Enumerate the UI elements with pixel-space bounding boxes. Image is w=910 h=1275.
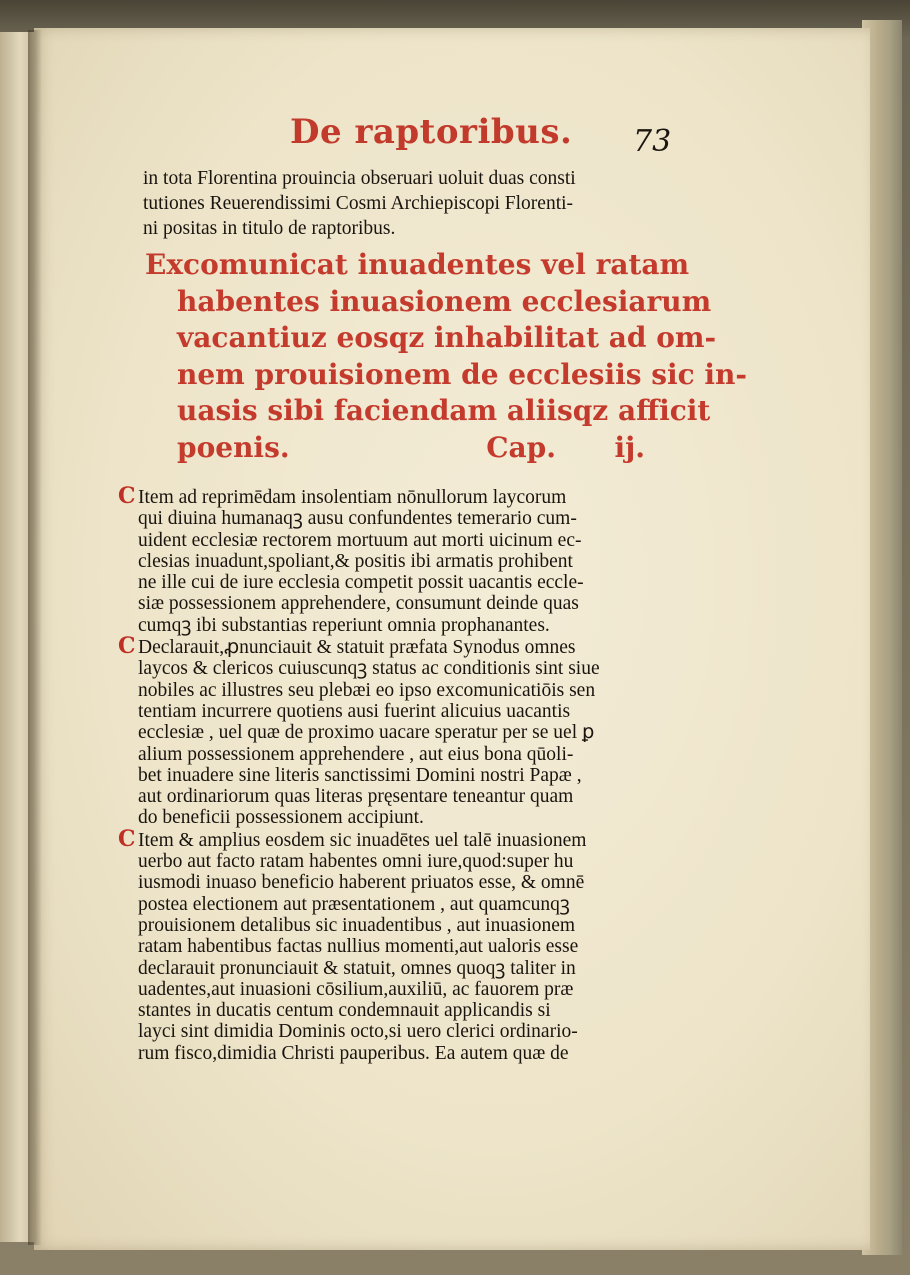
text-line: uadentes,aut inuasioni cōsilium,auxiliū, ac fauorem præ bbox=[138, 978, 574, 1000]
chapter-word: Cap. bbox=[486, 430, 556, 464]
text-line: ecclesiæ , uel quæ de proximo uacare speratur per se uel ꝑ bbox=[138, 722, 595, 744]
rubric-line: vacantiuz eosqz inhabilitat ad om- bbox=[177, 321, 717, 354]
pilcrow-mark: C bbox=[118, 825, 136, 852]
text-line: siæ possessionem apprehendere, consumunt deinde quas bbox=[138, 593, 579, 615]
intro-line: tutiones Reuerendissimi Cosmi Archiepiscopi Florenti- bbox=[143, 193, 574, 214]
text-line: alium possessionem apprehendere , aut eius bona qūoli- bbox=[138, 743, 574, 765]
body-text bbox=[118, 483, 600, 1064]
paragraph bbox=[118, 633, 600, 829]
page-number: 73 bbox=[633, 124, 672, 159]
text-line: qui diuina humanaqꝫ ausu confundentes temerario cum- bbox=[138, 508, 577, 530]
text-line: bet inuadere sine literis sanctissimi Domini nostri Papæ , bbox=[138, 764, 582, 786]
paragraph bbox=[118, 483, 600, 636]
text-line: layci sint dimidia Dominis octo,si uero clerici ordinario- bbox=[138, 1021, 578, 1043]
intro-text bbox=[143, 166, 576, 241]
running-head: De raptoribus. bbox=[290, 112, 573, 152]
text-line: tentiam incurrere quotiens ausi fuerint alicuius uacantis bbox=[138, 700, 571, 722]
binding-gutter bbox=[28, 30, 42, 1245]
text-line: clesias inuadunt,spoliant,& positis ibi armatis prohibent bbox=[138, 550, 573, 572]
text-line: rum fisco,dimidia Christi pauperibus. Ea autem quæ de bbox=[138, 1042, 569, 1064]
text-line: do beneficii possessionem accipiunt. bbox=[138, 807, 424, 829]
paragraph-first-line: C Declarauit,ꝓnunciauit & statuit præfata Synodus omnes bbox=[118, 633, 576, 660]
text-line: prouisionem detalibus sic inuadentibus , aut inuasionem bbox=[138, 914, 576, 936]
text-line: aut ordinariorum quas literas pręsentare teneantur quam bbox=[138, 786, 574, 808]
rubric-chapter-row bbox=[145, 430, 645, 467]
text-line: uident ecclesiæ rectorem mortuum aut morti uicinum ec- bbox=[138, 529, 582, 551]
chapter-number: ij. bbox=[614, 430, 645, 464]
text-line: nobiles ac illustres seu plebæi eo ipso excomunicatiōis sen bbox=[138, 679, 596, 701]
rubric-last-word: poenis. bbox=[177, 430, 290, 464]
text-line: laycos & clericos cuiuscunqꝫ status ac conditionis sint siue bbox=[138, 658, 600, 680]
rubric-line: habentes inuasionem ecclesiarum bbox=[177, 284, 712, 318]
text-line: uerbo aut facto ratam habentes omni iure,quod:super hu bbox=[138, 851, 574, 873]
text-line: declarauit pronunciauit & statuit, omnes quoqꝫ taliter in bbox=[138, 957, 576, 979]
paragraph-first-line: C Item & amplius eosdem sic inuadētes uel talē inuasionem bbox=[118, 825, 587, 852]
chapter-rubric bbox=[145, 247, 747, 466]
paragraph-first-line: C Item ad reprimēdam insolentiam nōnullorum laycorum bbox=[118, 483, 567, 509]
text-line: postea electionem aut præsentationem , aut quamcunqꝫ bbox=[138, 893, 570, 915]
text-line: ne ille cui de iure ecclesia competit possit uacantis eccle- bbox=[138, 572, 584, 594]
text-line: cumqꝫ ibi substantias reperiunt omnia prophanantes. bbox=[138, 614, 550, 636]
paragraph bbox=[118, 825, 600, 1064]
text-line: stantes in ducatis centum condemnauit applicandis si bbox=[138, 1000, 551, 1022]
pilcrow-mark: C bbox=[118, 483, 136, 509]
text-line: ratam habentibus factas nullius momenti,aut ualoris esse bbox=[138, 936, 579, 958]
rubric-line: nem prouisionem de ecclesiis sic in- bbox=[177, 357, 748, 391]
intro-line: in tota Florentina prouincia obseruari uoluit duas consti bbox=[143, 168, 576, 189]
chapter-label bbox=[486, 430, 645, 467]
rubric-line: uasis sibi faciendam aliisqz afficit bbox=[177, 394, 711, 427]
rubric-line: Excomunicat inuadentes vel ratam bbox=[145, 248, 690, 281]
intro-line: ni positas in titulo de raptoribus. bbox=[143, 218, 396, 239]
text-line: iusmodi inuaso beneficio haberent priuatos esse, & omnē bbox=[138, 872, 585, 894]
pilcrow-mark: C bbox=[118, 633, 136, 660]
